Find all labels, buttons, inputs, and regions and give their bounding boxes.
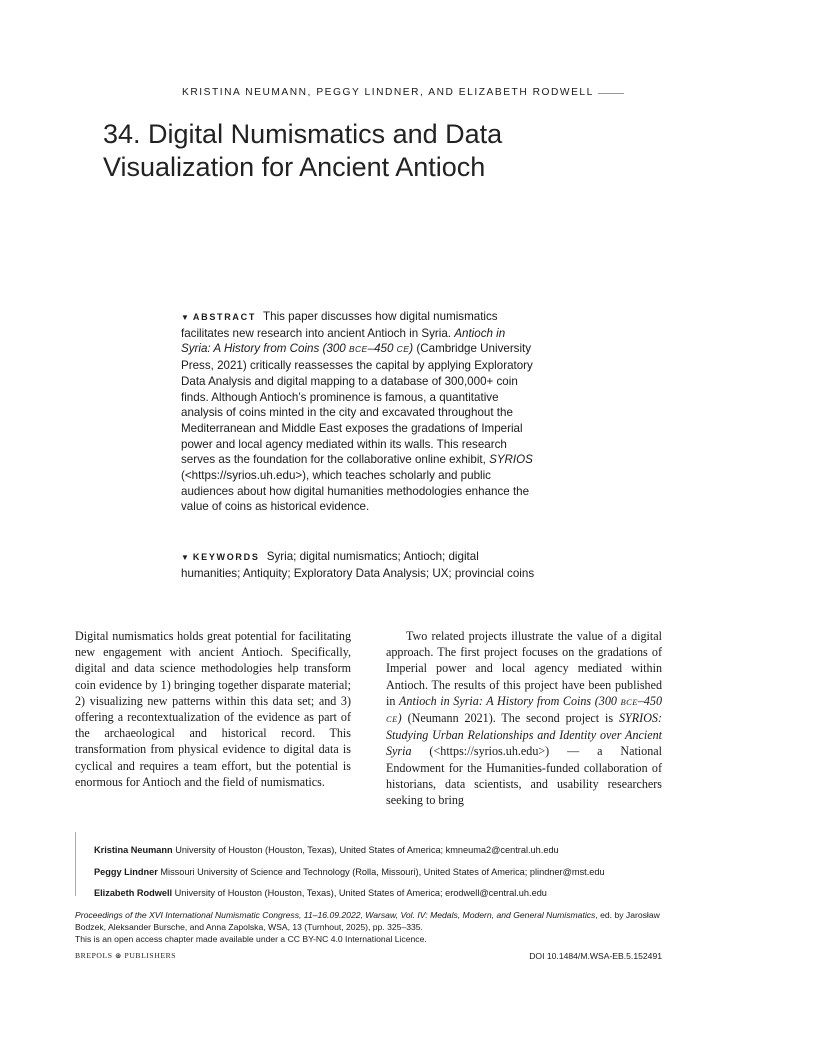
affiliations-rule [75, 832, 76, 896]
body-column-left [75, 628, 351, 790]
publisher-logo: BREPOLS ⊛ PUBLISHERS [75, 951, 177, 960]
affiliation-item: Peggy Lindner Missouri University of Science and Technology (Rolla, Missouri), United States of America; plindner@mst.edu [94, 866, 605, 877]
abstract-text-1: This paper discusses how digital numismatics facilitates new research into ancient Antioch in Syria. [181, 310, 498, 340]
abstract-label: ABSTRACT [192, 312, 257, 322]
running-header-authors: KRISTINA NEUMANN, PEGGY LINDNER, AND ELIZABETH RODWELL [182, 87, 594, 98]
keywords-block [181, 549, 537, 581]
body-column-right [386, 628, 662, 808]
author-affiliations [94, 840, 654, 905]
triangle-down-icon: ▼ [181, 553, 189, 562]
proceedings-details: , ed. by Jarosław Bodzek, Aleksander Bursche, and Anna Zapolska, WSA, 13 (Turnhout, 2025), pp. 325–335. [75, 910, 660, 932]
abstract-exhibit-name: SYRIOS [489, 453, 533, 467]
abstract-book-title: Antioch in Syria: A History from Coins (300 BCE–450 CE) [181, 326, 506, 356]
affiliation-item: Kristina Neumann University of Houston (Houston, Texas), United States of America; kmneuma2@central.uh.edu [94, 845, 559, 855]
body-syrios-title: SYRIOS: Studying Urban Relationships and Identity over Ancient Syria [386, 711, 662, 759]
proceedings-title: Proceedings of the XVI International Numismatic Congress, 11–16.09.2022, Warsaw, Vol. IV: Medals, Modern, and General Numismatics [75, 910, 596, 920]
header-rule [598, 93, 624, 94]
body-book-title: Antioch in Syria: A History from Coins (300 BCE–450 CE) [386, 693, 662, 726]
license-note: This is an open access chapter made available under a CC BY-NC 4.0 International Licence. [75, 933, 427, 944]
triangle-down-icon: ▼ [181, 313, 189, 322]
body-paragraph-1: Digital numismatics holds great potential for facilitating new engagement with ancient Antioch. Specifically, digital and data science methodologies help transform coin evidence by 1) bringing together disparate material; 2) visualizing new patterns within this data set; and 3) offering a recontextualization of the evidence as part of the archaeological and historical record. This transformation from physical evidence to digital data is cyclical and requires a team effort, but the potential is enormous for Antioch and the field of numismatics. [75, 629, 351, 789]
keywords-text: Syria; digital numismatics; Antioch; digital humanities; Antiquity; Exploratory Data Analysis; UX; provincial coins [181, 550, 535, 580]
body-paragraph-2: Two related projects illustrate the value of a digital approach. The first project focuses on the gradations of Imperial power and local agency mediated within Antioch. The results of this project have been published in Antioch in Syria: A History from Coins (300 BCE–450 CE) (Neumann 2021). The second project is SYRIOS: Studying Urban Relationships and Identity over Ancient Syria (<https://syrios.uh.edu>) — a National Endowment for the Humanities-funded collaboration of historians, data scientists, and usability researchers seeking to bring [386, 629, 662, 808]
chapter-title [103, 118, 623, 184]
doi-label: DOI 10.1484/M.WSA-EB.5.152491 [529, 951, 662, 961]
abstract-block [181, 309, 537, 515]
chapter-title-line-2: Visualization for Ancient Antioch [103, 152, 486, 182]
affiliation-item: Elizabeth Rodwell University of Houston (Houston, Texas), United States of America; erodwell@central.uh.edu [94, 888, 547, 898]
abstract-text-2: (Cambridge University Press, 2021) critically reassesses the capital by applying Exploratory Data Analysis and digital mapping to a database of 300,000+ coin finds. Although Antioch’s prominence is famous, a quantitative analysis of coins minted in the city and excavated throughout the Mediterranean and Middle East exposes the gradations of Imperial power and local agency mediated within its walls. This research serves as the foundation for the collaborative online exhibit, [181, 342, 533, 467]
proceedings-citation [75, 910, 665, 945]
keywords-label: KEYWORDS [192, 552, 260, 562]
abstract-text-3: (<https://syrios.uh.edu>), which teaches scholarly and public audiences about how digital humanities methodologies enhance the value of coins as historical evidence. [181, 469, 530, 514]
chapter-title-line-1: 34. Digital Numismatics and Data [103, 119, 503, 149]
